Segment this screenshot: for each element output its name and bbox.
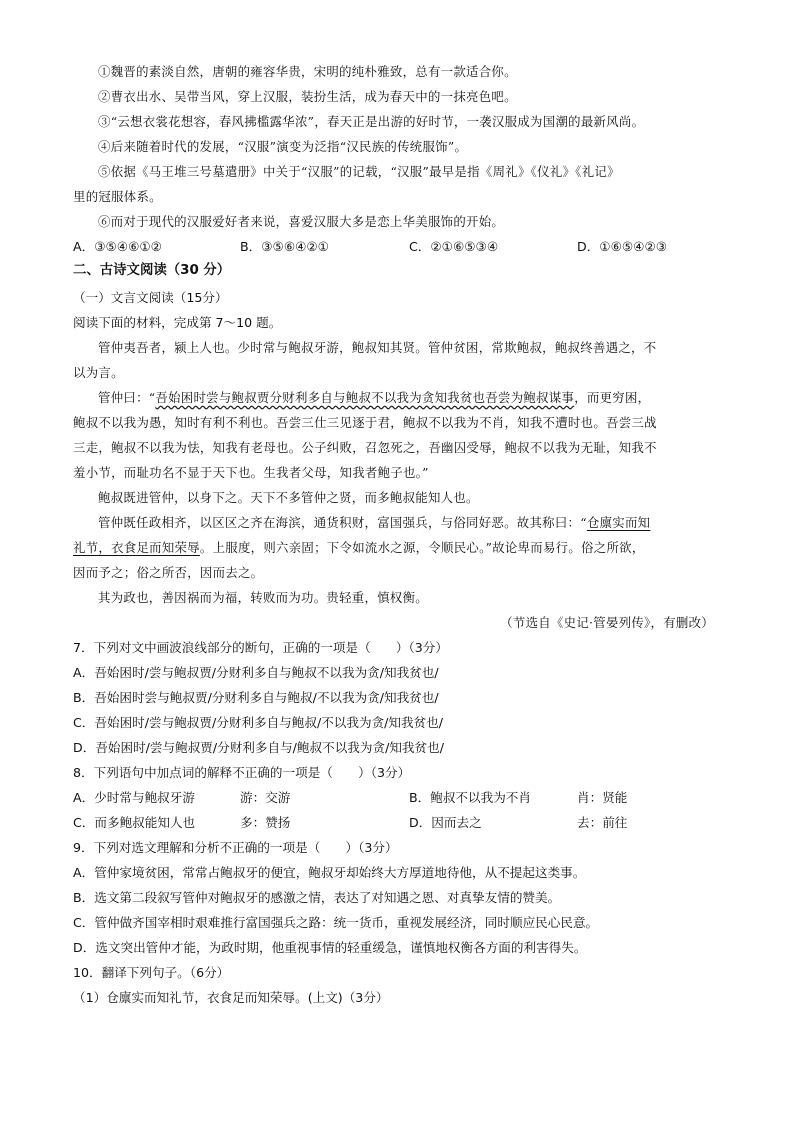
- choice-d: D．①⑥⑤④②③: [577, 239, 668, 254]
- sub-heading: （一）文言文阅读（15分）: [73, 290, 228, 305]
- q9-option-c: C．管仲做齐国宰相时艰难推行富国强兵之路：统一货币，重视发展经济，同时顺应民心民意。: [73, 915, 599, 930]
- choice-b: B．③⑤⑥④②①: [240, 239, 329, 254]
- passage-p2-prefix: 管仲曰：“: [98, 390, 156, 405]
- section-heading: 二、古诗文阅读（30 分）: [73, 263, 231, 278]
- underlined-text-2: 礼节，衣食足而知荣辱: [73, 540, 200, 555]
- sentence-1: ①魏晋的素淡自然，唐朝的雍容华贵，宋明的纯朴雅致，总有一款适合你。: [98, 64, 517, 79]
- passage-p4c: 因而予之；俗之所否，因而去之。: [73, 565, 264, 580]
- q8-gloss-a: 游：交游: [240, 790, 291, 805]
- q7-option-b: B．吾始困时尝与鲍叔贾/分财利多自与鲍叔/不以我为贪/知我贫也/: [73, 690, 439, 705]
- sentence-3: ③“云想衣裳花想容，春风拂槛露华浓”，春天正是出游的好时节，一袭汉服成为国潮的最新风尚。: [98, 114, 645, 129]
- choice-a: A．③⑤④⑥①②: [73, 239, 162, 254]
- instruction: 阅读下面的材料，完成第 7～10 题。: [73, 315, 282, 330]
- sentence-2: ②曹衣出水、吴带当风，穿上汉服，装扮生活，成为春天中的一抹亮色吧。: [98, 89, 517, 104]
- passage-p2a-rest: ，而更穷困，: [574, 390, 651, 405]
- choice-c: C．②①⑥⑤③④: [409, 239, 499, 254]
- q10-item-1: （1）仓廪实而知礼节，衣食足而知荣辱。(上文)（3分）: [73, 990, 389, 1005]
- passage-p1b: 以为言。: [73, 365, 124, 380]
- sentence-5a: ⑤依据《马王堆三号墓遣册》中关于“汉服”的记载，“汉服”最早是指《周礼》《仪礼》《礼记》: [98, 164, 620, 179]
- passage-p2a: [98, 388, 650, 408]
- passage-p5: 其为政也，善因祸而为福，转败而为功。贵轻重，慎权衡。: [98, 590, 428, 605]
- q10-stem: 10．翻译下列句子。（6分）: [73, 965, 230, 980]
- q9-option-b: B．选文第二段叙写管仲对鲍叔牙的感激之情，表达了对知遇之恩、对真挚友情的赞美。: [73, 890, 561, 905]
- q8-option-b: B．鲍叔不以我为不肖: [409, 790, 531, 805]
- q7-stem: 7．下列对文中画波浪线部分的断句，正确的一项是（ ）（3分）: [73, 640, 448, 655]
- q9-option-d: D．选文突出管仲才能，为政时期，他重视事情的轻重缓急，谨慎地权衡各方面的利害得失。: [73, 940, 587, 955]
- passage-p4a-pre: 管仲既任政相齐，以区区之齐在海滨，通货积财，富国强兵，与俗同好恶。故其称曰：“: [98, 515, 587, 530]
- q8-gloss-c: 多：赞扬: [240, 815, 291, 830]
- q9-stem: 9．下列对选文理解和分析不正确的一项是（ ）（3分）: [73, 840, 398, 855]
- passage-p4b-rest: 。上服度，则六亲固；下令如流水之源，令顺民心。”故论卑而易行。俗之所欲，: [199, 540, 645, 555]
- q7-option-c: C．吾始困时/尝与鲍叔贾/分财利多自与鲍叔/不以我为贪/知我贫也/: [73, 715, 444, 730]
- passage-p4a: [98, 513, 650, 533]
- passage-p2d: 羞小节，而耻功名不显于天下也。生我者父母，知我者鲍子也。”: [73, 465, 429, 480]
- underlined-text-1: 仓廪实而知: [586, 515, 651, 530]
- wavy-underlined-text: 吾始困时尝与鲍叔贾分财利多自与鲍叔不以我为贪知我贫也吾尝为鲍叔谋事: [155, 390, 575, 405]
- q9-option-a: A．管仲家境贫困，常常占鲍叔牙的便宜，鲍叔牙却始终大方厚道地待他，从不提起这类事。: [73, 865, 586, 880]
- q8-gloss-b: 肖：贤能: [577, 790, 628, 805]
- q8-stem: 8．下列语句中加点词的解释不正确的一项是（ ）（3分）: [73, 765, 411, 780]
- q7-option-d: D．吾始困时/尝与鲍叔贾/分财利多自与/鲍叔不以我为贪/知我贫也/: [73, 740, 444, 755]
- q8-option-d: D．因而去之: [409, 815, 482, 830]
- sentence-4: ④后来随着时代的发展，“汉服”演变为泛指“汉民族的传统服饰”。: [98, 139, 468, 154]
- sentence-5b: 里的冠服体系。: [73, 189, 162, 204]
- passage-p1a: 管仲夷吾者，颍上人也。少时常与鲍叔牙游，鲍叔知其贤。管仲贫困，常欺鲍叔，鲍叔终善遇之，不: [98, 340, 657, 355]
- q8-option-a: A．少时常与鲍叔牙游: [73, 790, 195, 805]
- sentence-6: ⑥而对于现代的汉服爱好者来说，喜爱汉服大多是恋上华美服饰的开始。: [98, 214, 505, 229]
- q7-option-a: A．吾始困时/尝与鲍叔贾/分财利多自与鲍叔不以我为贪/知我贫也/: [73, 665, 439, 680]
- passage-source: （节选自《史记·管晏列传》，有删改）: [500, 615, 714, 630]
- passage-p2c: 三走，鲍叔不以我为怯，知我有老母也。公子纠败，召忽死之，吾幽囚受辱，鲍叔不以我为无耻，知我不: [73, 440, 657, 455]
- q8-option-c: C．而多鲍叔能知人也: [73, 815, 196, 830]
- passage-p2b: 鲍叔不以我为愚，知时有利不利也。吾尝三仕三见逐于君，鲍叔不以我为不肖，知我不遭时也。吾尝三战: [73, 415, 657, 430]
- q8-gloss-d: 去：前往: [577, 815, 628, 830]
- passage-p4b: [73, 538, 645, 558]
- passage-p3: 鲍叔既进管仲，以身下之。天下不多管仲之贤，而多鲍叔能知人也。: [98, 490, 479, 505]
